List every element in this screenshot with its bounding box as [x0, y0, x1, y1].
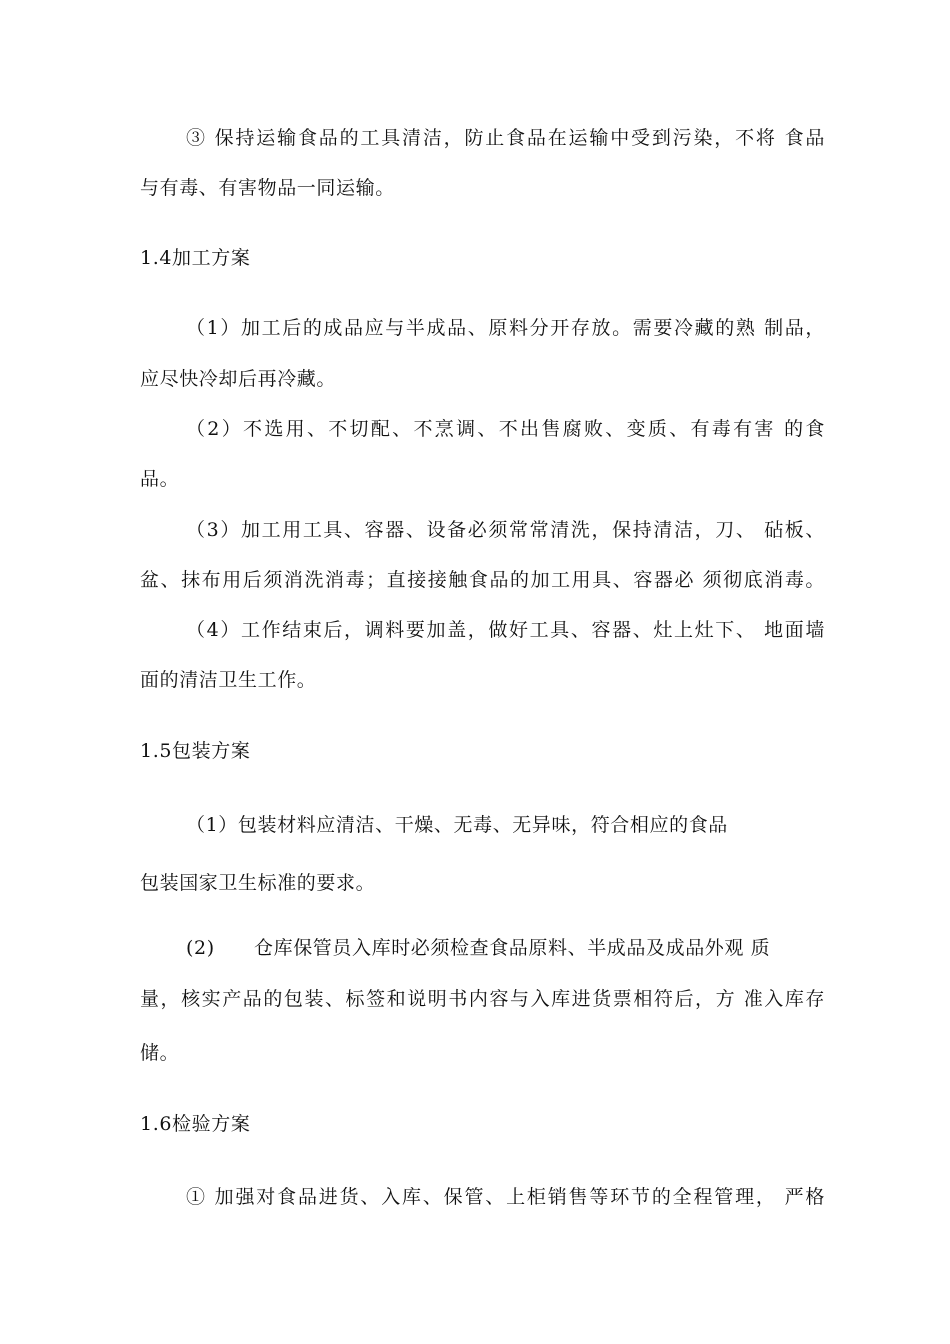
paragraph-line: 应尽快冷却后再冷藏。 [140, 368, 337, 390]
paragraph-line: （1）包装材料应清洁、干燥、无毒、无异味，符合相应的食品 [186, 814, 728, 836]
paragraph-line: （2）不选用、不切配、不烹调、不出售腐败、变质、有毒有害 的食 [186, 418, 825, 440]
paragraph-line: 与有毒、有害物品一同运输。 [140, 177, 395, 199]
paragraph-line: 量，核实产品的包装、标签和说明书内容与入库进货票相符后，方 准入库存 [140, 988, 825, 1010]
paragraph-line: ③ 保持运输食品的工具清洁，防止食品在运输中受到污染，不将 食品 [186, 127, 825, 149]
paragraph-line: 品。 [140, 468, 180, 490]
paragraph-line: 盆、抹布用后须消洗消毒；直接接触食品的加工用具、容器必 须彻底消毒。 [140, 569, 825, 591]
paragraph-line: 面的清洁卫生工作。 [140, 669, 317, 691]
paragraph-line: ① 加强对食品进货、入库、保管、上柜销售等环节的全程管理， 严格 [186, 1186, 825, 1208]
paragraph-text: 仓库保管员入库时必须检查食品原料、半成品及成品外观 质 [254, 937, 771, 959]
paragraph-line: （3）加工用工具、容器、设备必须常常清洗，保持清洁，刀、 砧板、 [186, 519, 825, 541]
paragraph-line: 包装国家卫生标准的要求。 [140, 872, 376, 894]
list-number: (2) [186, 937, 215, 959]
section-heading-1-4: 1.4加工方案 [140, 247, 251, 269]
section-heading-1-6: 1.6检验方案 [140, 1113, 251, 1135]
paragraph-line [186, 935, 886, 961]
paragraph-line: （1）加工后的成品应与半成品、原料分开存放。需要冷藏的熟 制品， [186, 317, 825, 339]
paragraph-line: （4）工作结束后，调料要加盖，做好工具、容器、灶上灶下、 地面墙 [186, 619, 825, 641]
paragraph-line: 储。 [140, 1042, 180, 1064]
section-heading-1-5: 1.5包装方案 [140, 740, 251, 762]
